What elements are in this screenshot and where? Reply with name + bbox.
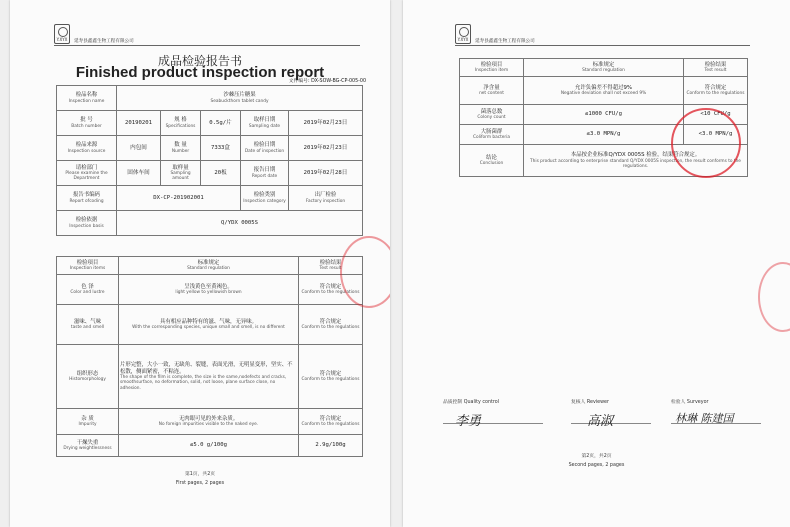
spec-value: 0.5g/片 bbox=[201, 111, 241, 136]
table-row: 干燥失重 Drying weightlessness ≤5.0 g/100g 2.9g/100g bbox=[57, 435, 363, 457]
col-header-item: 检验项目 Inspection item bbox=[460, 59, 524, 77]
inspection-date-label-cell: 检验日期 Date of inspection bbox=[241, 136, 289, 161]
col-header-item: 检验项目 Inspection items bbox=[57, 257, 119, 275]
company-logo: Y.XYX bbox=[54, 24, 70, 44]
table-row: 净含量 net content 允许负偏差不得超过9% Negative deviation shall not exceed 9% 符合规定 Conform to the regulations bbox=[460, 77, 748, 105]
page-2-footer-en: Second pages, 2 pages bbox=[568, 463, 625, 468]
spec-label-cell: 规 格 Specifications bbox=[161, 111, 201, 136]
table-row: 滋味、气味 taste and smell 具有相应品种特有的滋、气味，无异味。 With the corresponding species, unique small and smell, is no different 符合规定 Conform to the regulations bbox=[57, 305, 363, 345]
quantity-value: 7333盒 bbox=[201, 136, 241, 161]
inspection-category-value: 出厂检验 Factory inspection bbox=[289, 186, 363, 211]
partial-seal-stamp bbox=[758, 262, 790, 332]
report-date-value: 2019年02月28日 bbox=[289, 161, 363, 186]
sampling-date-label-cell: 取样日期 Sampling date bbox=[241, 111, 289, 136]
inspection-category-label-cell: 检验类别 Inspection category bbox=[241, 186, 289, 211]
reviewer-label: 复核人 Reviewer bbox=[571, 400, 609, 405]
red-seal-stamp bbox=[671, 108, 741, 178]
surveyor-signature: 林琳 陈建国 bbox=[675, 412, 734, 425]
name-label-cell: 检品名称 Inspection name bbox=[57, 86, 117, 111]
department-label-cell: 请检部门 Please examine the Department bbox=[57, 161, 117, 186]
inspection-date-value: 2019年02月23日 bbox=[289, 136, 363, 161]
name-value-cell: 沙棘压片糖果 Seabuckthorn tablet candy bbox=[117, 86, 363, 111]
report-code-value: DX-CP-201902001 bbox=[117, 186, 241, 211]
sampling-amount-value: 20板 bbox=[201, 161, 241, 186]
document-number: 文件编号: DX-SOW-BG-CP-005-00 bbox=[288, 79, 366, 84]
report-date-label-cell: 报告日期 Report date bbox=[241, 161, 289, 186]
letterhead bbox=[54, 24, 360, 46]
col-header-standard: 标准规定 Standard regulation bbox=[119, 257, 299, 275]
company-name: 延寿县鑫鑫生物工程有限公司 bbox=[74, 39, 134, 44]
department-value: 固体车间 bbox=[117, 161, 161, 186]
letterhead bbox=[455, 24, 750, 46]
results-table-page-1 bbox=[56, 256, 363, 457]
report-page-1 bbox=[10, 0, 390, 527]
source-label-cell: 检品来源 Inspection source bbox=[57, 136, 117, 161]
product-info-table bbox=[56, 85, 363, 236]
reviewer-signature: 高淑 bbox=[587, 414, 614, 429]
table-row: 菌落总数 Colony count ≤1000 CFU/g <10 CFU/g bbox=[460, 105, 748, 125]
quality-control-signature: 李勇 bbox=[455, 414, 482, 429]
table-row: 结论 Conclusion 本品按企业标准Q/YDX 0005S 检验，结果符合规定。 This product according to enterprise standard Q/YDX 0005S inspection, the result conforms to the regulations. bbox=[460, 145, 748, 177]
table-row: 杂 质 Impurity 无肉眼可见的外来杂质。 No foreign impurities visible to the naked eye. 符合规定 Conform to the regulations bbox=[57, 409, 363, 435]
page-1-footer-cn: 第1页，共2页 bbox=[184, 472, 216, 477]
surveyor-label: 检验人 Surveyor bbox=[671, 400, 709, 405]
sampling-date-value: 2019年02月23日 bbox=[289, 111, 363, 136]
title-chinese: 成品检验报告书 bbox=[157, 54, 242, 68]
basis-label-cell: 检验依据 Inspection basis bbox=[57, 211, 117, 236]
report-code-label-cell: 报告书编码 Report ofcoding bbox=[57, 186, 117, 211]
company-logo: Y.XYX bbox=[455, 24, 471, 44]
page-2-footer-cn: 第2页，共2页 bbox=[581, 454, 612, 459]
col-header-standard: 标准规定 Standard regulation bbox=[524, 59, 684, 77]
company-name: 延寿县鑫鑫生物工程有限公司 bbox=[475, 39, 535, 44]
basis-value: Q/YDX 0005S bbox=[117, 211, 363, 236]
table-row: 大肠菌群 Coliform bacteria ≤3.0 MPN/g <3.0 MPN/g bbox=[460, 125, 748, 145]
table-row: 色 泽 Color and lustre 呈浅黄色至黄褐色。 light yellow to yellowish brown 符合规定 Conform to the regulations bbox=[57, 275, 363, 305]
sampling-amount-label-cell: 取样量 Sampling amount bbox=[161, 161, 201, 186]
report-page-2 bbox=[403, 0, 790, 527]
page-1-footer-en: First pages, 2 pages bbox=[175, 481, 225, 486]
batch-label-cell: 批 号 Batch number bbox=[57, 111, 117, 136]
col-header-result: 检验结果 Test result bbox=[299, 257, 363, 275]
red-seal-stamp bbox=[340, 236, 390, 308]
source-value: 内包间 bbox=[117, 136, 161, 161]
quality-control-label: 品质控制 Quality control bbox=[443, 400, 500, 405]
batch-value: 20190201 bbox=[117, 111, 161, 136]
table-row: 组织形态 Histomorphology 片形完整，大小一致，无缺角、裂缝，表面光滑，无明显变形，坚实、不松散，侧面紧密，不粘连。 The shape of the film is complete, the size is the same,nodefects and cracks, smoothsurface, no deformation, solid, not loose, plane surface close, no adhesion. 符合规定 Conform to the regulations bbox=[57, 345, 363, 409]
title-english: Finished product inspection report bbox=[75, 64, 325, 81]
quantity-label-cell: 数 量 Number bbox=[161, 136, 201, 161]
col-header-result: 检验结果 Test result bbox=[684, 59, 748, 77]
